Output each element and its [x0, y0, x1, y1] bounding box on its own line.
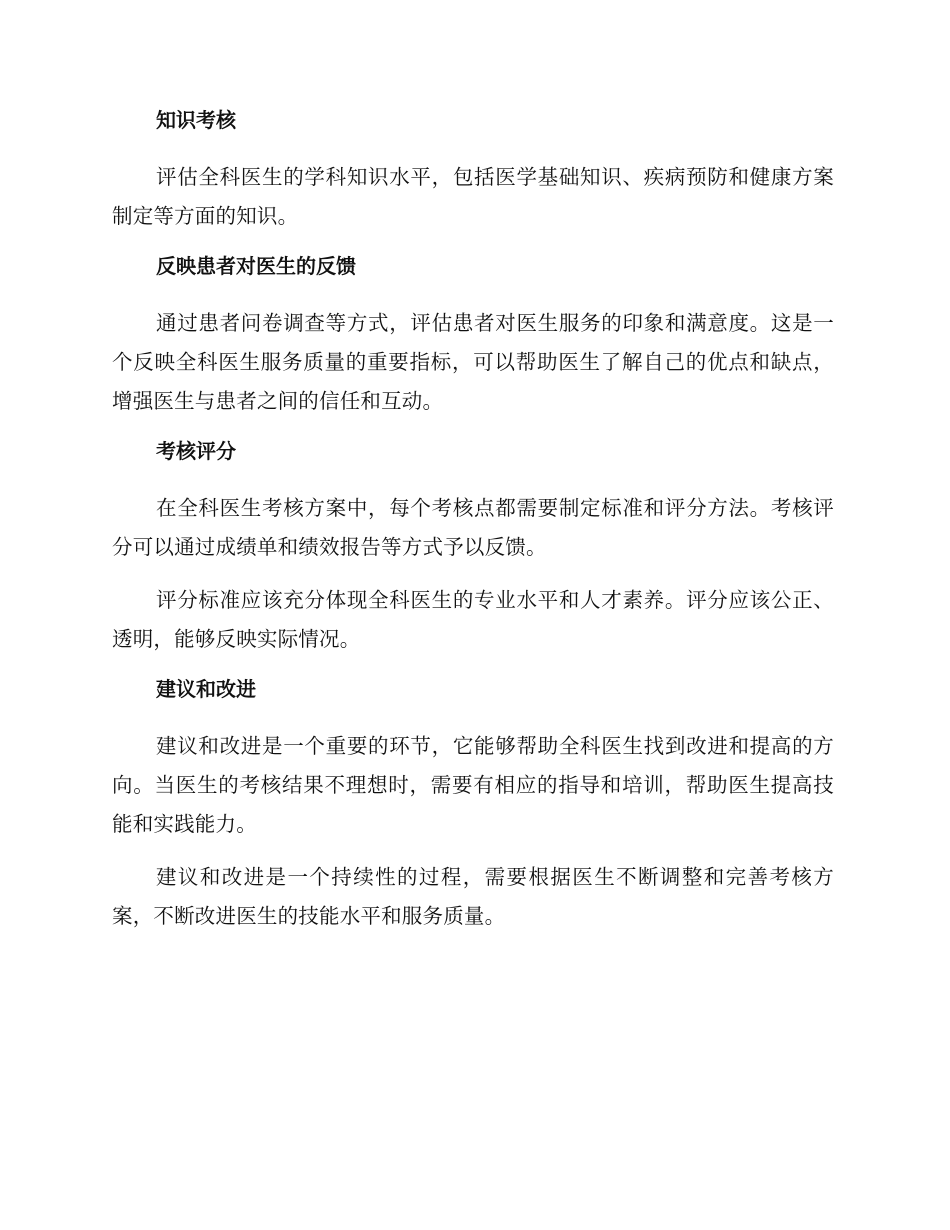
- section-suggestions-improvement: [112, 673, 834, 936]
- section-assessment-scoring: [112, 435, 834, 659]
- section-heading: 建议和改进: [156, 677, 256, 701]
- section-paragraph: 评估全科医生的学科知识水平，包括医学基础知识、疾病预防和健康方案制定等方面的知识。: [112, 165, 834, 228]
- section-heading: 反映患者对医生的反馈: [156, 254, 356, 278]
- section-heading: 考核评分: [156, 439, 236, 463]
- document-page: [112, 104, 834, 950]
- section-paragraph: 评分标准应该充分体现全科医生的专业水平和人才素养。评分应该公正、透明，能够反映实际情况。: [112, 588, 834, 651]
- section-paragraph: 建议和改进是一个重要的环节，它能够帮助全科医生找到改进和提高的方向。当医生的考核结果不理想时，需要有相应的指导和培训，帮助医生提高技能和实践能力。: [112, 734, 834, 836]
- section-paragraph: 在全科医生考核方案中，每个考核点都需要制定标准和评分方法。考核评分可以通过成绩单和绩效报告等方式予以反馈。: [112, 496, 834, 559]
- section-knowledge-assessment: [112, 104, 834, 236]
- section-patient-feedback: [112, 250, 834, 421]
- section-paragraph: 建议和改进是一个持续性的过程，需要根据医生不断调整和完善考核方案，不断改进医生的技能水平和服务质量。: [112, 865, 834, 928]
- section-paragraph: 通过患者问卷调查等方式，评估患者对医生服务的印象和满意度。这是一个反映全科医生服务质量的重要指标，可以帮助医生了解自己的优点和缺点，增强医生与患者之间的信任和互动。: [112, 311, 834, 413]
- section-heading: 知识考核: [156, 108, 236, 132]
